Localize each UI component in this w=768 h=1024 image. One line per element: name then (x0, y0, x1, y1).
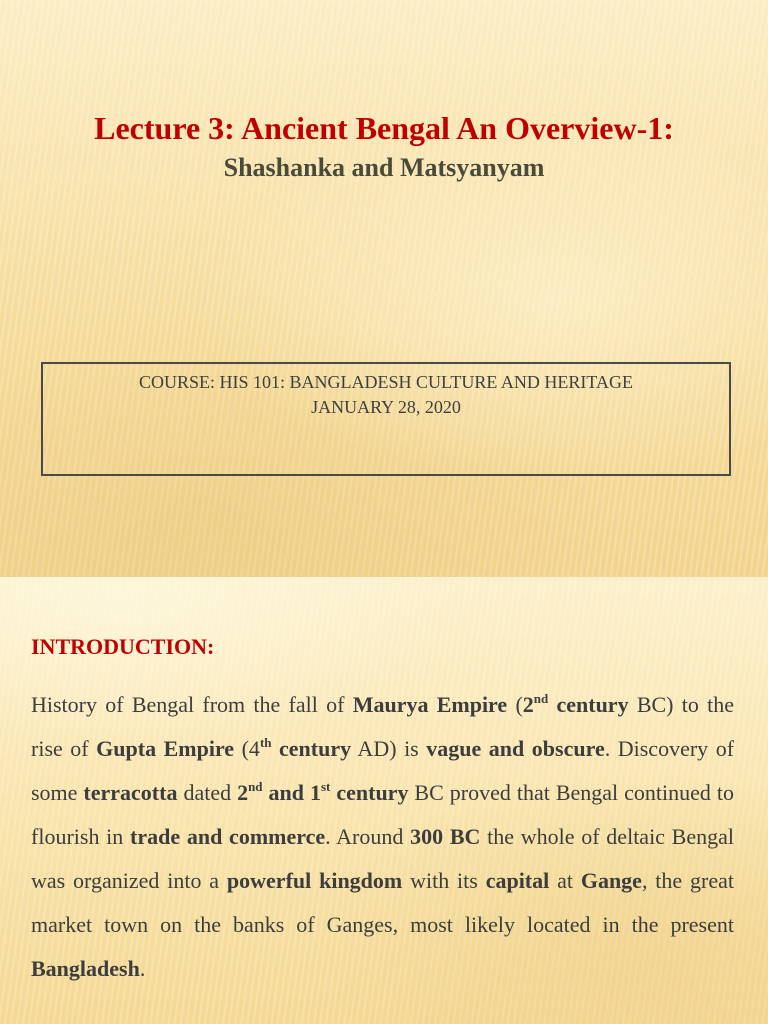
bold-term-part: 2 (237, 780, 249, 805)
text-segment: with its (402, 868, 486, 893)
text-segment: History of Bengal from the fall of (31, 692, 353, 717)
bold-term: capital (485, 868, 550, 893)
bold-term (523, 692, 629, 717)
bold-term: powerful kingdom (226, 868, 403, 893)
text-segment: AD) is (351, 736, 427, 761)
bold-term: terracotta (83, 780, 178, 805)
bold-term: Gupta Empire (96, 736, 235, 761)
bold-term: 300 BC (410, 824, 481, 849)
date-line: JANUARY 28, 2020 (311, 397, 461, 417)
text-segment: , the great market town on the banks of Ganges, most likely located in the present (31, 868, 734, 937)
bold-term: Maurya Empire (352, 692, 508, 717)
bold-term-part: century (330, 780, 409, 805)
bold-term-part: century (271, 736, 352, 761)
text-segment: . Around (325, 824, 411, 849)
ordinal-suffix: nd (533, 691, 549, 706)
ordinal-suffix: th (259, 735, 272, 750)
bold-term (260, 736, 351, 761)
introduction-paragraph (31, 683, 734, 991)
lecture-subtitle: Shashanka and Matsyanyam (223, 153, 545, 182)
text-segment: . Discovery of some (31, 736, 735, 805)
bold-term: Bangladesh (31, 956, 140, 981)
bold-term-part: and 1 (262, 780, 321, 805)
text-segment: dated (177, 780, 238, 805)
text-segment: (4 (234, 736, 260, 761)
bold-term (237, 780, 408, 805)
text-segment: . (139, 956, 146, 981)
bold-term-part: century (548, 692, 629, 717)
course-info-box (41, 362, 731, 476)
ordinal-suffix: st (320, 779, 331, 794)
course-line: COURSE: HIS 101: BANGLADESH CULTURE AND HERITAGE (139, 372, 633, 392)
text-segment: ( (507, 692, 523, 717)
bold-term-part: 2 (522, 692, 534, 717)
introduction-slide (0, 577, 768, 1024)
bold-term: vague and obscure (426, 736, 605, 761)
text-segment: at (549, 868, 581, 893)
text-segment: the whole of deltaic Bengal was organized into a (31, 824, 734, 893)
text-segment: BC) to the rise of (31, 692, 734, 761)
text-segment: BC proved that Bengal continued to flourish in (31, 780, 734, 849)
introduction-heading: INTRODUCTION: (31, 634, 215, 659)
lecture-title: Lecture 3: Ancient Bengal An Overview-1: (94, 110, 674, 146)
bold-term: Gange (580, 868, 642, 893)
ordinal-suffix: nd (248, 779, 263, 794)
bold-term: trade and commerce (130, 824, 326, 849)
